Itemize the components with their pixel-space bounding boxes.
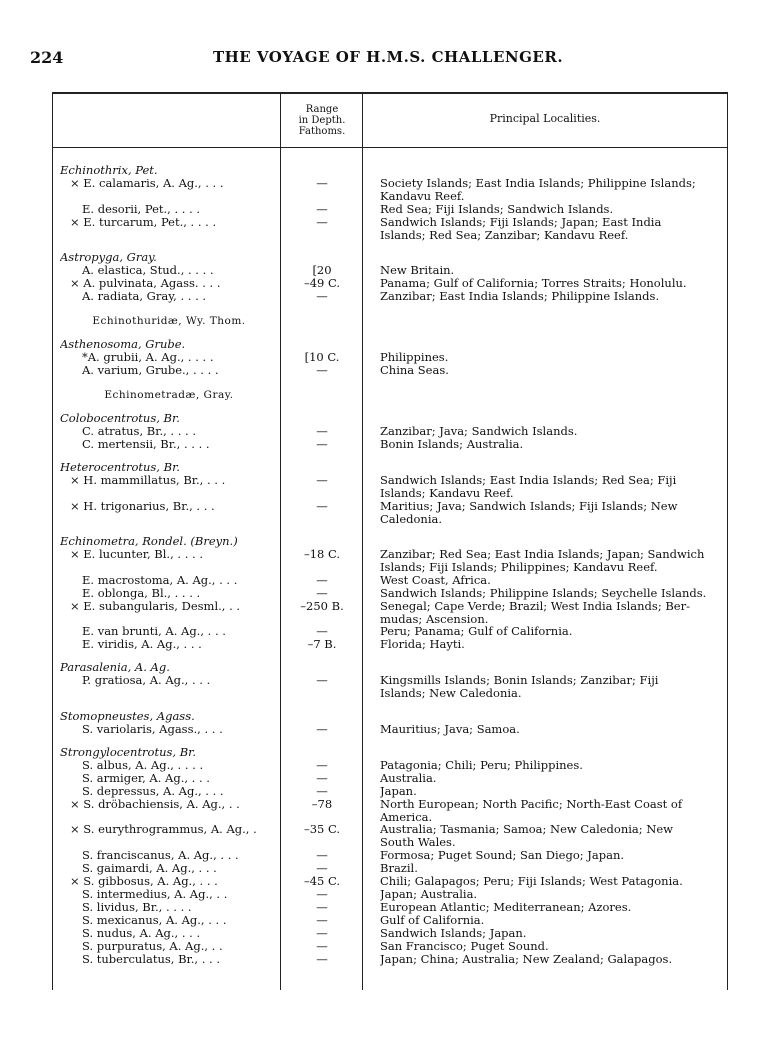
- localities: Zanzibar; East India Islands; Philippine Islands.: [380, 290, 660, 303]
- localities: America.: [380, 810, 433, 824]
- table-row: [0, 513, 776, 526]
- depth-range: —: [316, 214, 328, 229]
- localities: Formosa; Puget Sound; San Diego; Japan.: [380, 848, 625, 862]
- depth-range: —: [316, 585, 328, 600]
- table-row: [0, 638, 776, 651]
- localities: Philippines.: [380, 351, 449, 364]
- species-name: × H. mammillatus, Br., . . .: [70, 474, 226, 487]
- genus-row: [0, 661, 776, 674]
- localities: Patagonia; Chili; Peru; Philippines.: [380, 758, 583, 772]
- species-name: P. gratiosa, A. Ag., . . .: [82, 674, 211, 687]
- localities: North European; North Pacific; North-East Coast of: [380, 797, 683, 811]
- depth-range: —: [316, 572, 328, 587]
- species-name: A. varium, Grube., . . . .: [82, 364, 219, 377]
- localities: Maritius; Java; Sandwich Islands; Fiji Islands; New: [380, 499, 678, 513]
- depth-range: —: [316, 770, 328, 785]
- genus-row: [0, 412, 776, 425]
- species-name: × E. subangularis, Desml., . .: [70, 599, 241, 613]
- depth-range: —: [316, 624, 328, 638]
- table-row: [0, 823, 776, 836]
- species-name: S. gaimardi, A. Ag., . . .: [82, 861, 217, 875]
- localities: Australia.: [380, 771, 437, 785]
- localities: Zanzibar; Java; Sandwich Islands.: [380, 425, 578, 438]
- table-row: [0, 811, 776, 824]
- species-name: Echinothuridæ, Wy. Thom.: [92, 315, 246, 327]
- table-row: [0, 927, 776, 940]
- localities: Islands; Red Sea; Zanzibar; Kandavu Reef.: [380, 228, 629, 242]
- family-row: [0, 315, 776, 328]
- depth-range: —: [316, 721, 328, 736]
- species-name: *A. grubii, A. Ag., . . . .: [82, 351, 214, 364]
- depth-range: —: [316, 498, 328, 513]
- localities: European Atlantic; Mediterranean; Azores.: [380, 900, 632, 914]
- localities: Islands; New Caledonia.: [380, 687, 522, 700]
- depth-range: [10 C.: [304, 350, 340, 364]
- table-row: [0, 177, 776, 190]
- species-name: S. armiger, A. Ag., . . .: [82, 771, 210, 785]
- localities: Kingsmills Islands; Bonin Islands; Zanzibar; Fiji: [380, 674, 659, 687]
- family-row: [0, 389, 776, 402]
- localities: Australia; Tasmania; Samoa; New Caledonia; New: [380, 823, 674, 836]
- depth-range: —: [316, 886, 328, 901]
- species-name: C. atratus, Br., . . . .: [82, 425, 197, 438]
- table-row: [0, 600, 776, 613]
- table-row: [0, 474, 776, 487]
- localities: Senegal; Cape Verde; Brazil; West India Islands; Ber-: [380, 599, 690, 613]
- table-row: [0, 351, 776, 364]
- species-name: S. depressus, A. Ag., . . .: [82, 784, 224, 798]
- localities: Chili; Galapagos; Peru; Fiji Islands; West Patagonia.: [380, 874, 683, 888]
- localities: China Seas.: [380, 364, 449, 377]
- species-name: C. mertensii, Br., . . . .: [82, 438, 210, 451]
- localities: Japan.: [380, 784, 417, 798]
- species-name: A. elastica, Stud., . . . .: [82, 264, 214, 277]
- localities: Sandwich Islands; Fiji Islands; Japan; East India: [380, 215, 662, 229]
- species-name: Echinometra, Rondel. (Breyn.): [60, 535, 238, 548]
- species-name: × A. pulvinata, Agass. . . .: [70, 277, 221, 290]
- species-name: Echinothrix, Pet.: [60, 164, 158, 177]
- localities: Sandwich Islands; Japan.: [380, 926, 527, 940]
- depth-range: —: [316, 951, 328, 966]
- genus-row: [0, 164, 776, 177]
- localities: Japan; China; Australia; New Zealand; Galapagos.: [380, 952, 673, 966]
- species-name: S. intermedius, A. Ag., . .: [82, 887, 228, 901]
- table-row: [0, 190, 776, 203]
- species-name: S. franciscanus, A. Ag., . . .: [82, 848, 239, 862]
- table-row: [0, 888, 776, 901]
- species-name: S. mexicanus, A. Ag., . . .: [82, 913, 227, 927]
- depth-range: —: [316, 437, 328, 451]
- localities: Japan; Australia.: [380, 887, 478, 901]
- species-name: S. nudus, A. Ag., . . .: [82, 926, 201, 940]
- genus-row: [0, 535, 776, 548]
- species-name: Parasalenia, A. Ag.: [60, 661, 170, 674]
- depth-range: —: [316, 289, 328, 303]
- table-row: [0, 425, 776, 438]
- header-localities: Principal Localities.: [489, 112, 601, 125]
- depth-range: —: [316, 912, 328, 927]
- localities: Sandwich Islands; East India Islands; Red Sea; Fiji: [380, 474, 677, 487]
- table-row: [0, 203, 776, 216]
- table-row: [0, 940, 776, 953]
- depth-range: –78: [311, 796, 333, 811]
- species-name: × E. calamaris, A. Ag., . . .: [70, 177, 224, 190]
- localities: Caledonia.: [380, 512, 443, 526]
- header-range: Range in Depth. Fathoms.: [298, 104, 346, 137]
- species-name: × S. dröbachiensis, A. Ag., . .: [70, 797, 240, 811]
- species-name: × S. eurythrogrammus, A. Ag., .: [70, 823, 257, 836]
- species-name: S. variolaris, Agass., . . .: [82, 722, 223, 736]
- localities: San Francisco; Puget Sound.: [380, 939, 549, 953]
- localities: West Coast, Africa.: [380, 573, 491, 587]
- localities: Florida; Hayti.: [380, 638, 465, 651]
- table-row: [0, 264, 776, 277]
- localities: Gulf of California.: [380, 913, 485, 927]
- depth-range: —: [316, 847, 328, 862]
- species-name: × E. lucunter, Bl., . . . .: [70, 548, 203, 561]
- localities: Society Islands; East India Islands; Philippine Islands;: [380, 177, 696, 190]
- table-row: [0, 613, 776, 626]
- table-row: [0, 862, 776, 875]
- depth-range: —: [316, 860, 328, 875]
- species-name: Astropyga, Gray.: [60, 251, 157, 264]
- depth-range: –7 B.: [307, 637, 337, 651]
- species-name: E. viridis, A. Ag., . . .: [82, 638, 202, 651]
- localities: Peru; Panama; Gulf of California.: [380, 625, 573, 638]
- depth-range: –49 C.: [303, 276, 341, 290]
- depth-range: —: [316, 363, 328, 377]
- depth-range: —: [316, 783, 328, 798]
- table-row: [0, 500, 776, 513]
- table-row: [0, 759, 776, 772]
- table-row: [0, 798, 776, 811]
- genus-row: [0, 251, 776, 264]
- species-name: S. albus, A. Ag., . . . .: [82, 758, 204, 772]
- species-name: E. macrostoma, A. Ag., . . .: [82, 573, 238, 587]
- table-row: [0, 785, 776, 798]
- table-row: [0, 674, 776, 687]
- localities: Islands; Fiji Islands; Philippines; Kandavu Reef.: [380, 561, 658, 574]
- species-name: E. oblonga, Bl., . . . .: [82, 586, 201, 600]
- species-name: × E. turcarum, Pet., . . . .: [70, 215, 217, 229]
- table-row: [0, 772, 776, 785]
- species-name: Asthenosoma, Grube.: [60, 338, 186, 351]
- depth-range: —: [316, 925, 328, 940]
- depth-range: —: [316, 938, 328, 953]
- table-row: [0, 914, 776, 927]
- species-name: Stomopneustes, Agass.: [60, 709, 195, 723]
- species-name: E. desorii, Pet., . . . .: [82, 202, 201, 216]
- table-row: [0, 216, 776, 229]
- localities: Bonin Islands; Australia.: [380, 438, 524, 451]
- localities: Mauritius; Java; Samoa.: [380, 722, 520, 736]
- table-row: [0, 953, 776, 966]
- table-row: [0, 290, 776, 303]
- table-row: [0, 687, 776, 700]
- page-number: 224: [30, 48, 64, 67]
- depth-range: –35 C.: [303, 822, 341, 836]
- species-name: S. lividus, Br., . . . .: [82, 900, 192, 914]
- species-name: Echinometradæ, Gray.: [104, 389, 234, 401]
- depth-range: –45 C.: [303, 873, 341, 888]
- depth-range: —: [316, 424, 328, 438]
- table-row: [0, 561, 776, 574]
- table-row: [0, 277, 776, 290]
- species-name: × H. trigonarius, Br., . . .: [70, 499, 215, 513]
- depth-range: —: [316, 473, 328, 487]
- table-header-rule: [52, 147, 728, 148]
- genus-row: [0, 338, 776, 351]
- table-row: [0, 229, 776, 242]
- species-name: Heterocentrotus, Br.: [60, 461, 180, 474]
- depth-range: [20: [312, 263, 332, 277]
- localities: Red Sea; Fiji Islands; Sandwich Islands.: [380, 202, 614, 216]
- localities: New Britain.: [380, 264, 455, 277]
- depth-range: –18 C.: [303, 547, 341, 561]
- table-row: [0, 723, 776, 736]
- species-name: A. radiata, Gray, . . . .: [82, 290, 207, 303]
- depth-range: —: [316, 673, 328, 687]
- species-name: Colobocentrotus, Br.: [60, 412, 180, 425]
- species-name: Strongylocentrotus, Br.: [60, 745, 197, 759]
- table-row: [0, 487, 776, 500]
- genus-row: [0, 710, 776, 723]
- table-row: [0, 901, 776, 914]
- genus-row: [0, 461, 776, 474]
- table-row: [0, 587, 776, 600]
- table-row: [0, 548, 776, 561]
- running-head: THE VOYAGE OF H.M.S. CHALLENGER.: [212, 48, 564, 66]
- table-row: [0, 625, 776, 638]
- depth-range: —: [316, 201, 328, 216]
- table-row: [0, 364, 776, 377]
- species-name: S. tuberculatus, Br., . . .: [82, 952, 221, 966]
- depth-range: –250 B.: [300, 598, 344, 613]
- localities: Panama; Gulf of California; Torres Straits; Honolulu.: [380, 277, 687, 290]
- table-row: [0, 849, 776, 862]
- genus-row: [0, 746, 776, 759]
- table-row: [0, 574, 776, 587]
- depth-range: —: [316, 899, 328, 914]
- species-name: S. purpuratus, A. Ag., . .: [82, 939, 223, 953]
- depth-range: —: [316, 757, 328, 772]
- localities: Zanzibar; Red Sea; East India Islands; Japan; Sandwich: [380, 548, 705, 561]
- table-row: [0, 836, 776, 849]
- depth-range: —: [316, 176, 328, 190]
- localities: Islands; Kandavu Reef.: [380, 487, 514, 500]
- species-name: × S. gibbosus, A. Ag., . . .: [70, 874, 218, 888]
- species-name: E. van brunti, A. Ag., . . .: [82, 625, 226, 638]
- localities: South Wales.: [380, 836, 456, 849]
- table-row: [0, 875, 776, 888]
- table-top-rule: [52, 92, 728, 94]
- localities: Kandavu Reef.: [380, 190, 465, 203]
- localities: mudas; Ascension.: [380, 612, 489, 626]
- localities: Brazil.: [380, 861, 418, 875]
- localities: Sandwich Islands; Philippine Islands; Seychelle Islands.: [380, 586, 707, 600]
- table-row: [0, 438, 776, 451]
